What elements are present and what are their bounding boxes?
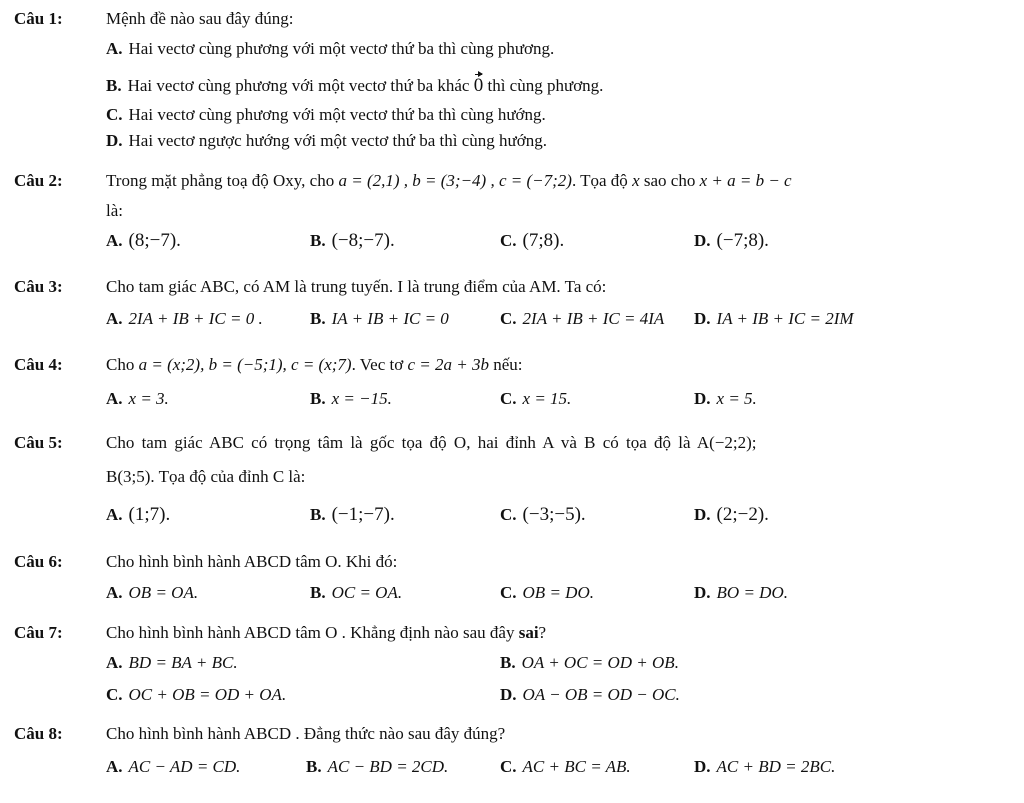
- question-2-stem: [106, 170, 792, 192]
- question-7-option-a: [106, 652, 238, 674]
- option-letter: B.: [310, 505, 326, 524]
- question-7-option-b: [500, 652, 679, 674]
- option-text: x = 15.: [522, 389, 572, 408]
- question-6-label: Câu 6:: [14, 552, 63, 571]
- question-2-option-b: [310, 230, 395, 252]
- stem-math: a = (2,1) , b = (3;−4) , c = (−7;2): [338, 171, 572, 190]
- option-letter: C.: [106, 685, 123, 704]
- stem-text: ?: [538, 623, 547, 642]
- question-5-stem: Cho tam giác ABC có trọng tâm là gốc tọa độ O, hai đỉnh A và B có tọa độ là A(−2;2);: [106, 433, 757, 452]
- option-text: x = −15.: [331, 389, 392, 408]
- option-letter: A.: [106, 653, 123, 672]
- question-3-option-c: [500, 308, 664, 330]
- option-text: BO = DO.: [716, 583, 788, 602]
- stem-math: x + a = b − c: [699, 171, 792, 190]
- option-text: IA + IB + IC = 0: [331, 309, 449, 328]
- stem-text: Trong mặt phẳng toạ độ Oxy, cho: [106, 171, 335, 190]
- option-letter: A.: [106, 309, 123, 328]
- option-text: (−1;−7).: [331, 504, 395, 525]
- option-text: OC = OA.: [331, 583, 403, 602]
- stem-text: nếu:: [493, 355, 523, 374]
- question-8-option-c: [500, 756, 631, 778]
- option-text: OB = OA.: [128, 583, 199, 602]
- option-text: (2;−2).: [716, 504, 769, 525]
- question-6-option-a: [106, 582, 198, 604]
- question-1-option-c: [106, 104, 546, 126]
- question-6-stem: Cho hình bình hành ABCD tâm O. Khi đó:: [106, 552, 398, 571]
- question-2-option-d: [694, 230, 769, 252]
- option-text: AC − BD = 2CD.: [327, 757, 449, 776]
- stem-math: a = (x;2), b = (−5;1), c = (x;7): [138, 355, 352, 374]
- option-letter: C.: [500, 757, 517, 776]
- option-letter: C.: [500, 309, 517, 328]
- option-letter: D.: [694, 505, 711, 524]
- question-6-option-c: [500, 582, 594, 604]
- option-letter: C.: [500, 389, 517, 408]
- question-2-stem-line2: là:: [106, 201, 123, 220]
- option-letter: D.: [694, 389, 711, 408]
- option-text: 2IA + IB + IC = 0 .: [128, 309, 263, 328]
- stem-emphasis: sai: [518, 623, 539, 642]
- option-letter: A.: [106, 39, 123, 58]
- question-3-label: Câu 3:: [14, 277, 63, 296]
- option-letter: B.: [310, 231, 326, 250]
- option-letter: D.: [106, 131, 123, 150]
- question-7-stem: [106, 622, 546, 644]
- question-8-option-d: [694, 756, 835, 778]
- question-5-option-b: [310, 504, 395, 526]
- option-letter: C.: [106, 105, 123, 124]
- option-letter: D.: [694, 309, 711, 328]
- option-text: Hai vectơ cùng phương với một vectơ thứ ba thì cùng phương.: [128, 39, 555, 58]
- option-letter: C.: [500, 231, 517, 250]
- option-text: x = 3.: [128, 389, 169, 408]
- stem-text: sao cho: [643, 171, 696, 190]
- option-letter: B.: [106, 76, 122, 95]
- question-1-option-d: [106, 130, 547, 152]
- question-3-option-a: [106, 308, 263, 330]
- question-4-option-a: [106, 388, 169, 410]
- option-letter: A.: [106, 583, 123, 602]
- option-text: x = 5.: [716, 389, 757, 408]
- option-text: (−3;−5).: [522, 504, 586, 525]
- question-2-option-a: [106, 230, 181, 252]
- stem-math: c = 2a + 3b: [407, 355, 489, 374]
- option-text: Hai vectơ cùng phương với một vectơ thứ ba thì cùng hướng.: [128, 105, 546, 124]
- stem-math: x: [632, 171, 640, 190]
- stem-text: Cho hình bình hành ABCD tâm O . Khẳng định nào sau đây: [106, 623, 515, 642]
- option-letter: A.: [106, 757, 123, 776]
- question-5-option-c: [500, 504, 586, 526]
- question-8-option-b: [306, 756, 448, 778]
- option-text: 2IA + IB + IC = 4IA: [522, 309, 665, 328]
- option-text: Hai vectơ ngược hướng với một vectơ thứ ba thì cùng hướng.: [128, 131, 547, 150]
- stem-text: Cho: [106, 355, 135, 374]
- option-letter: D.: [694, 583, 711, 602]
- question-2-option-c: [500, 230, 564, 252]
- option-letter: D.: [694, 231, 711, 250]
- option-letter: B.: [310, 583, 326, 602]
- question-4-stem: [106, 354, 523, 376]
- question-4-option-d: [694, 388, 757, 410]
- question-7-option-d: [500, 684, 680, 706]
- question-5-label: Câu 5:: [14, 433, 63, 452]
- option-text: BD = BA + BC.: [128, 653, 238, 672]
- option-letter: A.: [106, 505, 123, 524]
- option-letter: A.: [106, 389, 123, 408]
- question-7-label: Câu 7:: [14, 623, 63, 642]
- option-text: IA + IB + IC = 2IM: [716, 309, 854, 328]
- option-text: (−7;8).: [716, 230, 769, 251]
- question-3-option-b: [310, 308, 449, 330]
- option-text: thì cùng phương.: [487, 76, 604, 95]
- question-8-stem: Cho hình bình hành ABCD . Đẳng thức nào sau đây đúng?: [106, 724, 506, 743]
- option-letter: B.: [310, 309, 326, 328]
- option-letter: C.: [500, 505, 517, 524]
- question-6-option-b: [310, 582, 402, 604]
- question-2-label: Câu 2:: [14, 171, 63, 190]
- question-1-option-b: [106, 72, 603, 97]
- option-text: (8;−7).: [128, 230, 181, 251]
- question-8-option-a: [106, 756, 240, 778]
- question-5-stem-line2: B(3;5). Tọa độ của đỉnh C là:: [106, 467, 306, 486]
- option-text: AC − AD = CD.: [128, 757, 241, 776]
- question-1-option-a: [106, 38, 554, 60]
- option-letter: D.: [500, 685, 517, 704]
- question-5-option-a: [106, 504, 170, 526]
- question-3-stem: Cho tam giác ABC, có AM là trung tuyến. I là trung điểm của AM. Ta có:: [106, 277, 607, 296]
- option-text: OA + OC = OD + OB.: [521, 653, 679, 672]
- stem-text: . Tọa độ: [571, 171, 628, 190]
- question-1-stem: Mệnh đề nào sau đây đúng:: [106, 9, 294, 28]
- option-text: OB = DO.: [522, 583, 594, 602]
- option-text: AC + BD = 2BC.: [716, 757, 836, 776]
- question-5-option-d: [694, 504, 769, 526]
- question-1-label: Câu 1:: [14, 9, 63, 28]
- option-letter: D.: [694, 757, 711, 776]
- option-text: (1;7).: [128, 504, 171, 525]
- option-text: OA − OB = OD − OC.: [522, 685, 680, 704]
- option-text: (7;8).: [522, 230, 565, 251]
- question-4-label: Câu 4:: [14, 355, 63, 374]
- option-letter: C.: [500, 583, 517, 602]
- option-letter: B.: [500, 653, 516, 672]
- option-text: Hai vectơ cùng phương với một vectơ thứ ba khác: [127, 76, 470, 95]
- question-8-label: Câu 8:: [14, 724, 63, 743]
- question-6-option-d: [694, 582, 788, 604]
- option-text: AC + BC = AB.: [522, 757, 631, 776]
- stem-text: . Vec tơ: [351, 355, 404, 374]
- option-text: (−8;−7).: [331, 230, 395, 251]
- question-4-option-b: [310, 388, 392, 410]
- question-7-option-c: [106, 684, 286, 706]
- option-text: OC + OB = OD + OA.: [128, 685, 287, 704]
- question-3-option-d: [694, 308, 854, 330]
- option-letter: B.: [306, 757, 322, 776]
- option-letter: A.: [106, 231, 123, 250]
- zero-vector: 0: [474, 72, 484, 97]
- question-4-option-c: [500, 388, 571, 410]
- option-letter: B.: [310, 389, 326, 408]
